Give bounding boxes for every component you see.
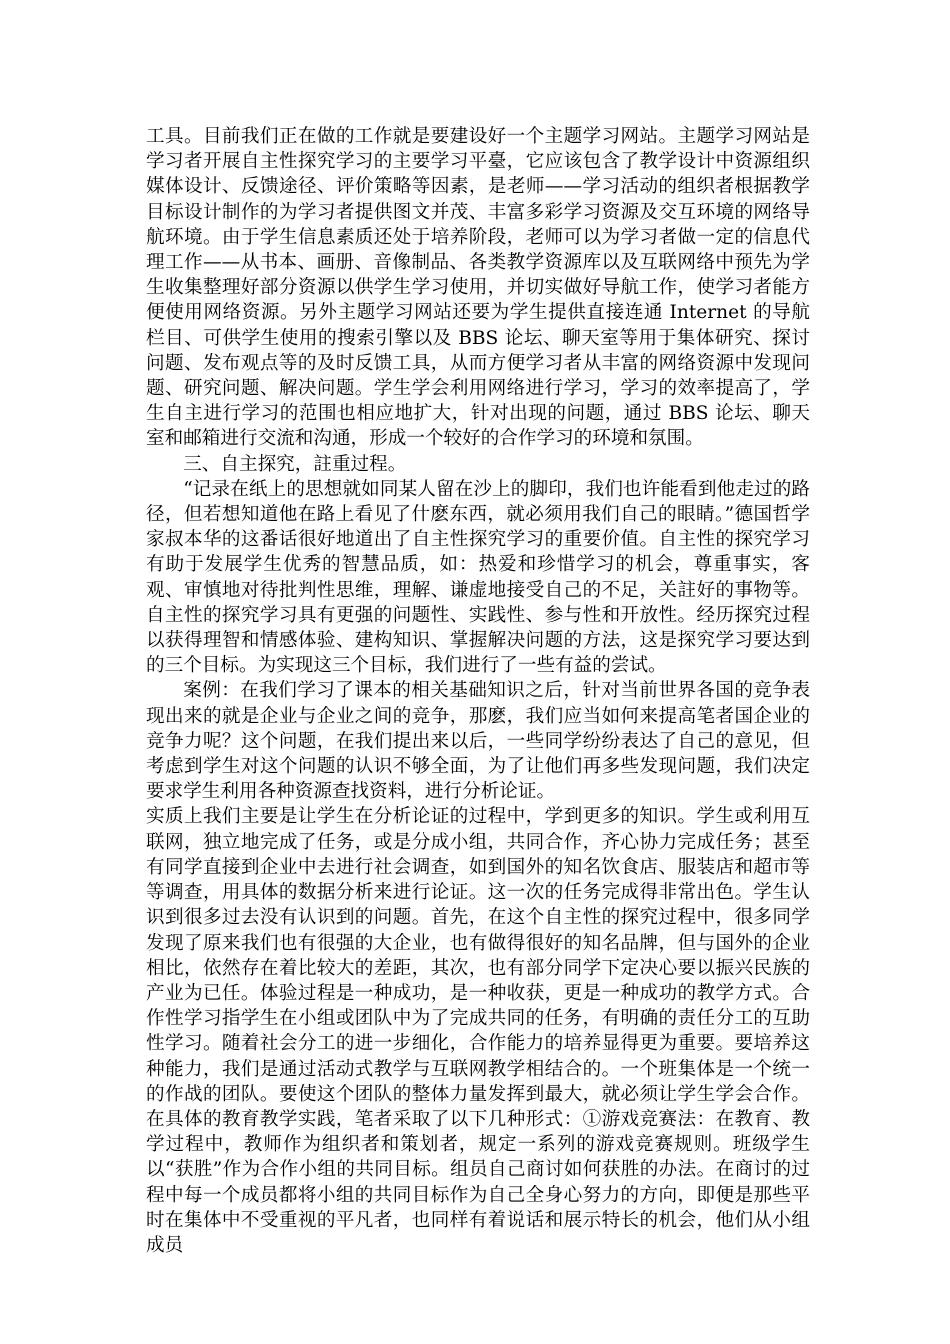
- paragraph-schopenhauer-quote: “记录在纸上的思想就如同某人留在沙上的脚印，我们也许能看到他走过的路径，但若想知道他在路上看见了什麽东西，就必须用我们自己的眼睛。”德国哲学家叔本华的这番话很好地道出了自主性探究学习的重要价值。自主性的探究学习有助于发展学生优秀的智慧品质，如：热爱和珍惜学习的机会，尊重事实，客观、审慎地对待批判性思维，理解、谦虚地接受自己的不足，关註好的事物等。自主性的探究学习具有更强的问题性、实践性、参与性和开放性。经历探究过程以获得理智和情感体验、建构知识、掌握解决问题的方法，这是探究学习要达到的三个目标。为实现这三个目标，我们进行了一些有益的尝试。: [146, 478, 810, 677]
- paragraph-cooperative-learning: 实质上我们主要是让学生在分析论证的过程中，学到更多的知识。学生或利用互联网，独立地完成了任务，或是分成小组，共同合作，齐心协力完成任务；甚至有同学直接到企业中去进行社会调查，如到国外的知名饮食店、服装店和超市等等调查，用具体的数据分析来进行论证。这一次的任务完成得非常出色。学生认识到很多过去没有认识到的问题。首先，在这个自主性的探究过程中，很多同学发现了原来我们也有很强的大企业，也有做得很好的知名品牌，但与国外的企业相比，依然存在着比较大的差距，其次，也有部分同学下定决心要以振兴民族的产业为已任。体验过程是一种成功，是一种收获，更是一种成功的教学方式。合作性学习指学生在小组或团队中为了完成共同的任务，有明确的责任分工的互助性学习。随着社会分工的进一步细化，合作能力的培养显得更为重要。要培养这种能力，我们是通过活动式教学与互联网教学相结合的。一个班集体是一个统一的作战的团队。要使这个团队的整体力量发挥到最大，就必须让学生学会合作。在具体的教育教学实践，笔者采取了以下几种形式：①游戏竞赛法：在教育、教学过程中，教师作为组织者和策划者，规定一系列的游戏竞赛规则。班级学生以“获胜”作为合作小组的共同目标。组员自己商讨如何获胜的办法。在商讨的过程中每一个成员都将小组的共同目标作为自己全身心努力的方向，即便是那些平时在集体中不受重视的平凡者，也同样有着说话和展示特长的机会，他们从小组成员: [146, 806, 810, 1256]
- paragraph-network-site: 工具。目前我们正在做的工作就是要建设好一个主题学习网站。主题学习网站是学习者开展自主性探究学习的主要学习平臺，它应该包含了教学设计中资源组织媒体设计、反馈途径、评价策略等因素，是老师——学习活动的组织者根据教学目标设计制作的为学习者提供图文并茂、丰富多彩学习资源及交互环境的网络导航环境。由于学生信息素质还处于培养阶段，老师可以为学习者做一定的信息代理工作——从书本、画册、音像制品、各类教学资源库以及互联网络中预先为学生收集整理好部分资源以供学生学习使用，并切实做好导航工作，使学习者能方便使用网络资源。另外主题学习网站还要为学生提供直接连通 Internet 的导航栏目、可供学生使用的搜索引擎以及 BBS 论坛、聊天室等用于集体研究、探讨问题、发布观点等的及时反馈工具，从而方便学习者从丰富的网络资源中发现问题、研究问题、解决问题。学生学会利用网络进行学习，学习的效率提高了，学生自主进行学习的范围也相应地扩大，针对出现的问题，通过 BBS 论坛、聊天室和邮箱进行交流和沟通，形成一个较好的合作学习的环境和氛围。: [146, 126, 810, 450]
- body-text: [146, 124, 810, 1258]
- paragraph-case-study: 案例：在我们学习了课本的相关基础知识之后，针对当前世界各国的竞争表现出来的就是企业与企业之间的竞争，那麽，我们应当如何来提高笔者国企业的竞争力呢？这个问题，在我们提出来以后，一些同学纷纷表达了自己的意见，但考虑到学生对这个问题的认识不够全面，为了让他们再多些发现问题，我们决定要求学生利用各种资源查找资料，进行分析论证。: [146, 680, 810, 803]
- section-heading-autonomous-inquiry: 三、自主探究，註重过程。: [183, 453, 407, 475]
